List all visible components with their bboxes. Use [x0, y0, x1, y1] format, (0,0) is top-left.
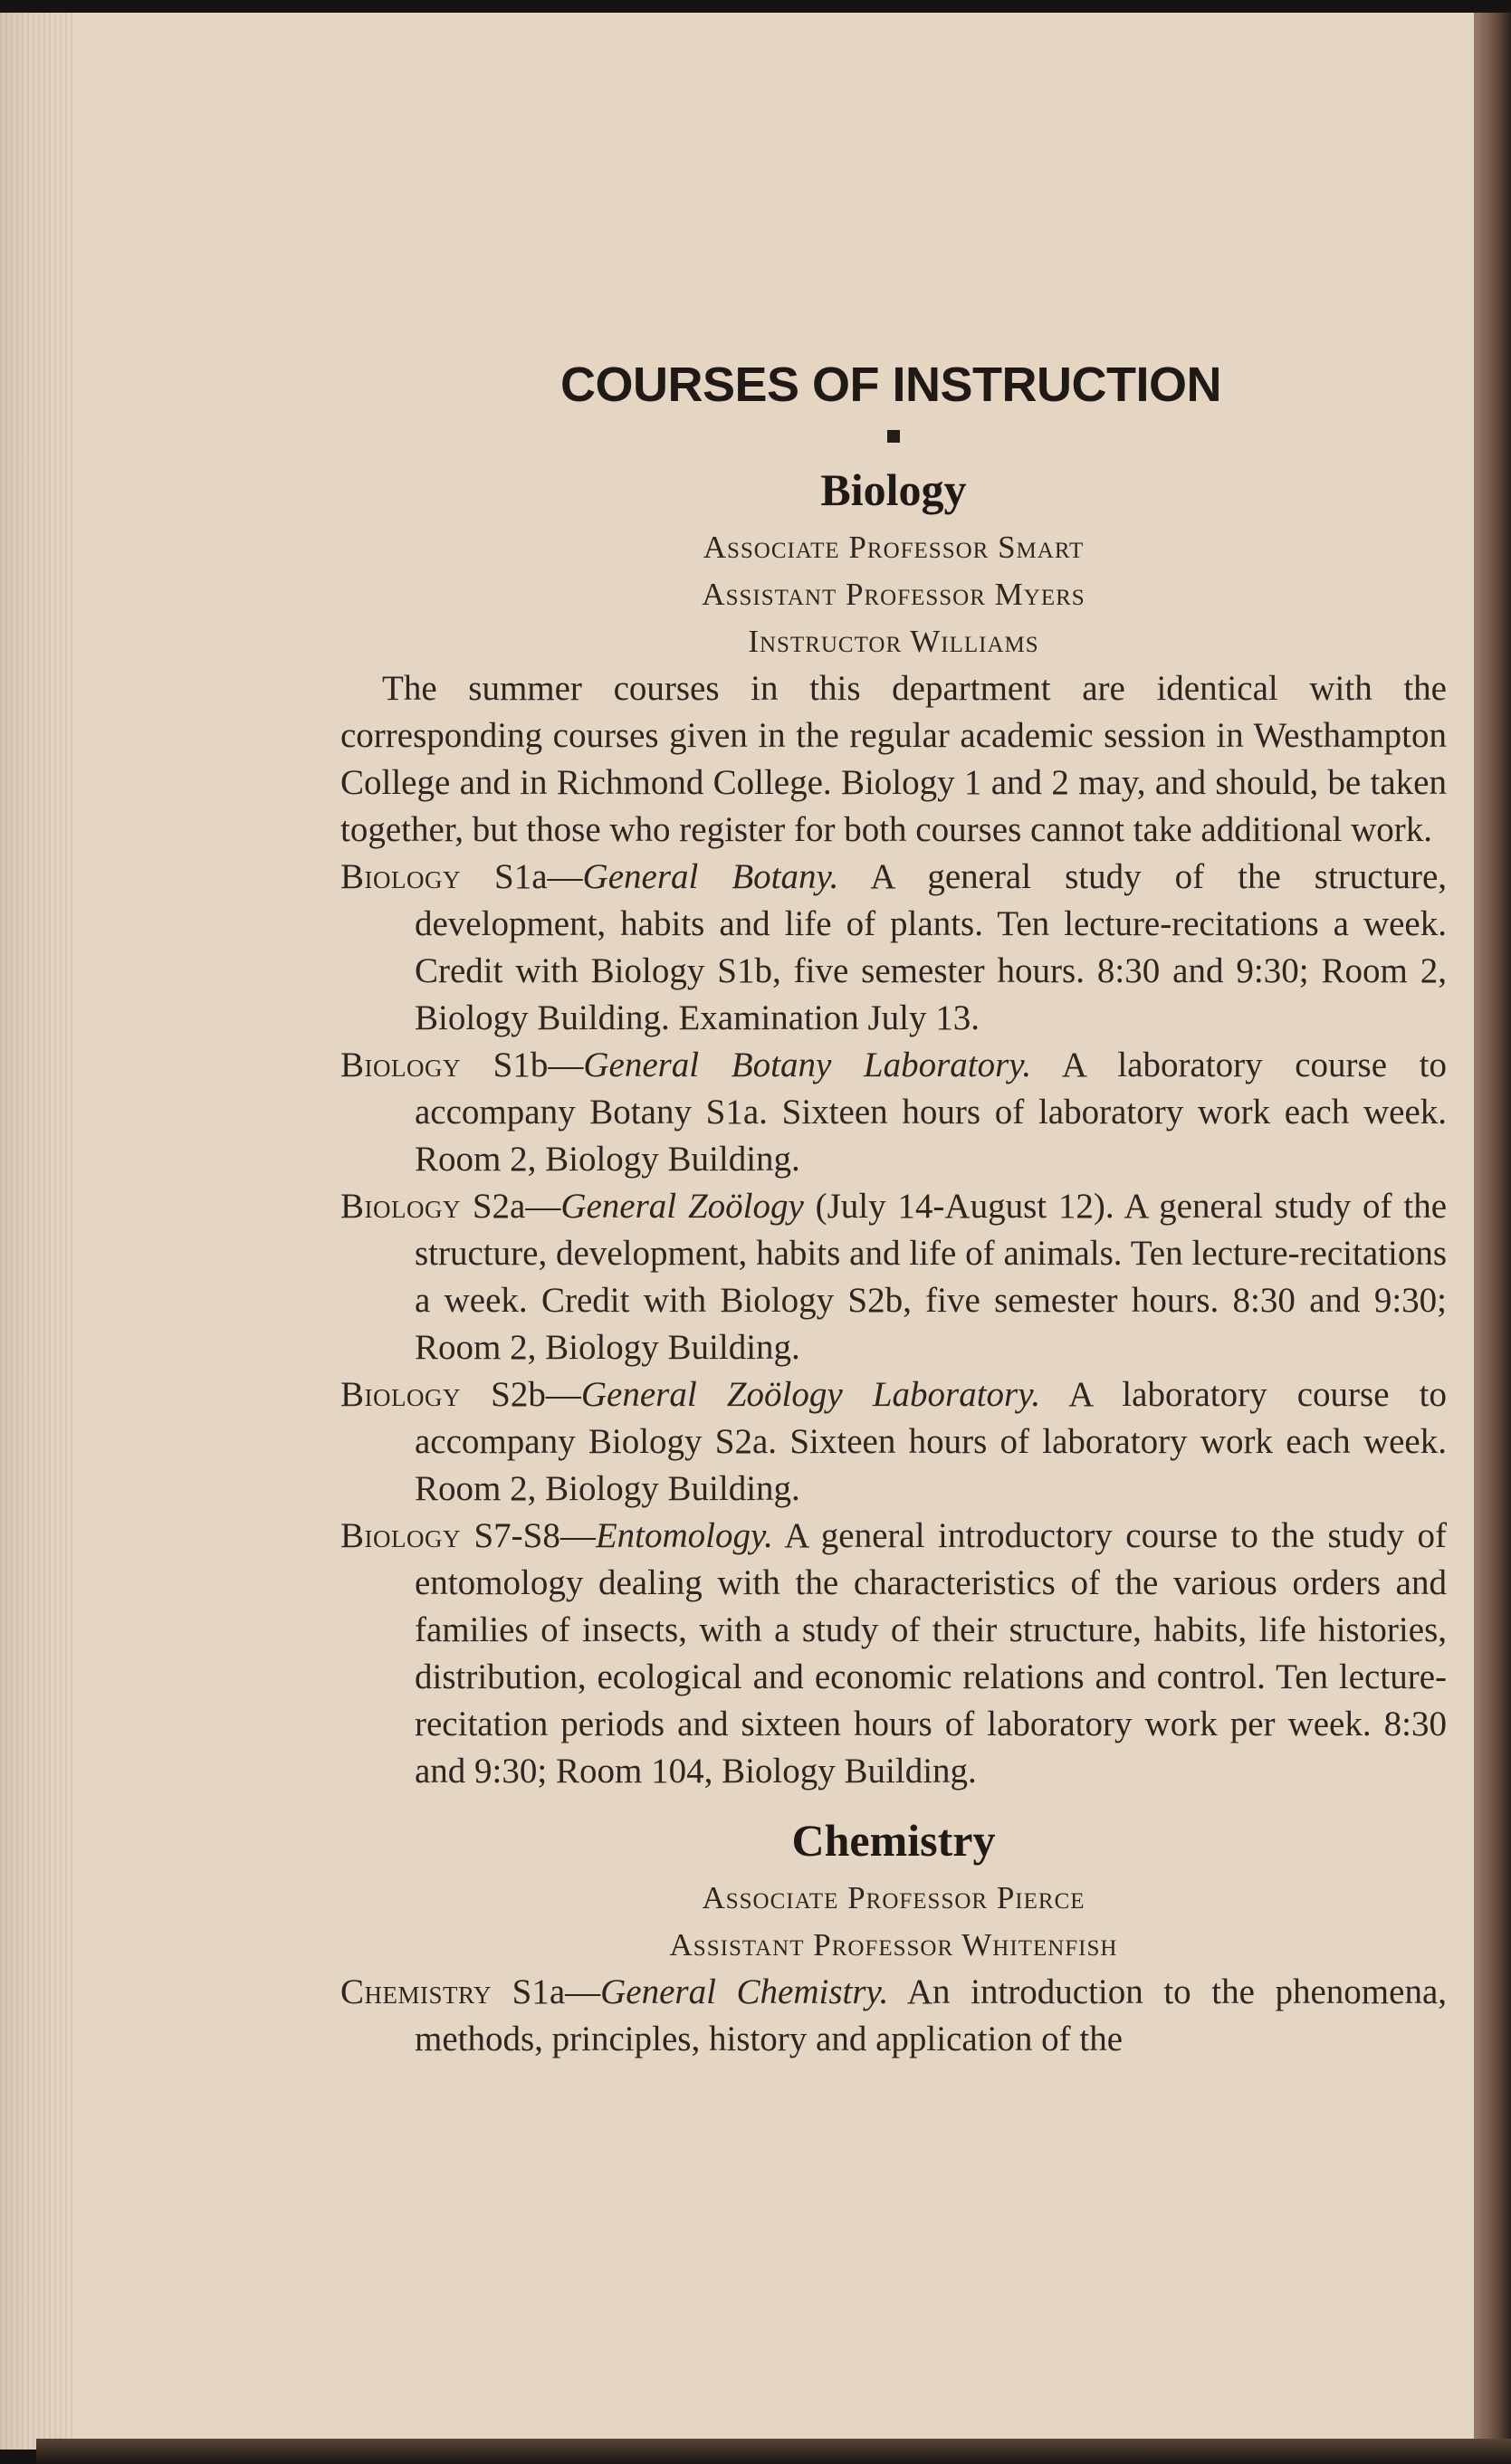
course-entry	[340, 1371, 1447, 1513]
course-entry	[340, 1969, 1447, 2063]
course-dept: Biology	[340, 1516, 461, 1555]
course-title: Entomology.	[595, 1516, 773, 1555]
course-dept: Biology	[340, 1187, 461, 1226]
course-code: S1a—	[494, 857, 583, 896]
course-description: (July 14-August 12). A general study of the structure, development, habits and life of animals. Ten lecture-recitations a week. Credit with Biology S2b, five semester hours. 8:30 and 9:30; Room 2, Biology Building.	[415, 1187, 1448, 1367]
page-bottom-edge	[36, 2439, 1511, 2464]
page-content	[340, 356, 1447, 2063]
chemistry-heading: Chemistry	[791, 1815, 996, 1866]
faculty-line: Associate Professor Smart	[703, 530, 1085, 565]
square-ornament-icon	[887, 430, 900, 443]
course-description: A general introductory course to the study of entomology dealing with the characteristics of the various orders and families of insects, with a study of their structure, habits, life histories, distribution, ecological and economic relations and control. Ten lecture-recitation periods and sixteen hours of laboratory work per week. 8:30 and 9:30; Room 104, Biology Building.	[415, 1516, 1447, 1791]
course-dept: Biology	[340, 1375, 461, 1414]
course-dept: Biology	[340, 857, 461, 896]
biology-intro: The summer courses in this department are identical with the corresponding courses given in the regular academic session in Westhampton College and in Richmond College. Biology 1 and 2 may, and should, be taken together, but those who register for both courses cannot take additional work.	[340, 669, 1447, 849]
course-description: A laboratory course to accompany Botany S1a. Sixteen hours of laboratory work each week. Room 2, Biology Building.	[415, 1046, 1448, 1179]
course-code: S1a—	[512, 1972, 601, 2011]
course-title: General Botany.	[582, 857, 839, 896]
course-title: General Zoölogy Laboratory.	[580, 1375, 1041, 1414]
course-entry	[340, 1513, 1447, 1795]
faculty-line: Associate Professor Pierce	[702, 1880, 1085, 1915]
faculty-line: Instructor Williams	[748, 624, 1039, 659]
course-code: S7-S8—	[473, 1516, 596, 1555]
course-title: General Botany Laboratory.	[583, 1046, 1032, 1084]
course-code: S1b—	[493, 1046, 584, 1084]
course-title: General Chemistry.	[600, 1972, 889, 2011]
course-code: S2b—	[491, 1375, 581, 1414]
page-binding-gutter	[0, 13, 72, 2450]
course-entry	[340, 1042, 1447, 1183]
course-entry	[340, 1183, 1447, 1371]
faculty-line: Assistant Professor Myers	[702, 577, 1085, 612]
course-title: General Zoölogy	[560, 1187, 804, 1226]
course-dept: Biology	[340, 1046, 461, 1084]
biology-section	[340, 463, 1447, 1795]
course-code: S2a—	[472, 1187, 561, 1226]
course-description: A general study of the structure, development, habits and life of plants. Ten lecture-recitations a week. Credit with Biology S1b, five semester hours. 8:30 and 9:30; Room 2, Biology Building. Examination July 13.	[415, 857, 1447, 1037]
course-entry	[340, 854, 1447, 1042]
course-description: An introduction to the phenomena, methods, principles, history and application of the	[415, 1972, 1448, 2058]
biology-heading: Biology	[820, 464, 967, 515]
course-description: A laboratory course to accompany Biology S2a. Sixteen hours of laboratory work each week. Room 2, Biology Building.	[415, 1375, 1448, 1508]
page-right-edge	[1474, 13, 1511, 2450]
faculty-line: Assistant Professor Whitenfish	[669, 1927, 1118, 1963]
chemistry-section	[340, 1813, 1447, 2063]
page-title: COURSES OF INSTRUCTION	[559, 358, 1222, 412]
course-dept: Chemistry	[340, 1972, 493, 2011]
